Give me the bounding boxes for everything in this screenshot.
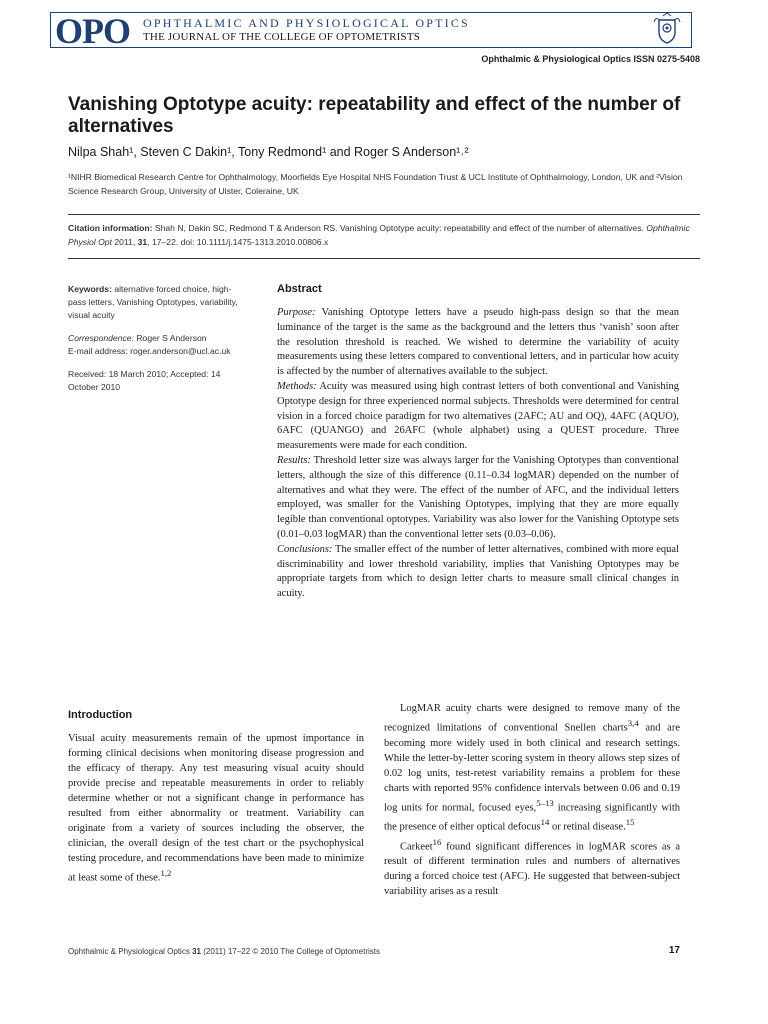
intro-text: Visual acuity measurements remain of the upmost importance in forming clinical decisions when monitoring disease progression and the efficacy of therapy. Any test measuring visual acuity should provide precise and repeatable measurements in order to reliably determine whether or not a significant change in performance has resulted from either abnormality or treatment. Variability can originate from a variety of sources including the observer, the clinician, the overall design of the test chart or the psychophysical testing procedure, and recommendations have been made to minimize at least some of these. — [68, 733, 364, 884]
abstract-body — [277, 306, 679, 602]
citation-text: Shah N, Dakin SC, Redmond T & Anderson RS. Vanishing Optotype acuity: repeatability and effect of the number of alternatives. — [154, 223, 644, 233]
reference-marker[interactable]: 16 — [432, 836, 442, 847]
footer-copyright: (2011) 17–22 © 2010 The College of Optometrists — [203, 947, 381, 956]
conclusions-text: The smaller effect of the number of letter alternatives, combined with more equal discriminability and lower threshold variability, implies that Vanishing Optotypes may be appropriate targets from which to design letter charts to measure small clinical changes in acuity. — [277, 543, 679, 600]
journal-logo: OPO — [55, 11, 130, 51]
reference-marker[interactable]: 3,4 — [627, 718, 639, 728]
correspondence-name: Roger S Anderson — [136, 333, 207, 343]
citation-label: Citation information: — [68, 223, 153, 233]
carkeet-paragraph — [384, 835, 680, 900]
keywords — [68, 283, 248, 322]
journal-subtitle: THE JOURNAL OF THE COLLEGE OF OPTOMETRISTS — [143, 31, 421, 43]
keywords-text: alternative forced choice, high-pass letters, Vanishing Optotypes, variability, visual acuity — [68, 284, 238, 320]
purpose-text: Vanishing Optotype letters have a pseudo high-pass design so that the mean luminance of the target is the same as the background and the letters thus ‘vanish’ soon after the resolution threshold is reached. We wished to determine the variability of acuity measurements using these letters compared to conventional letters, and in particular how acuity is affected by the number of alternatives available to the subject. — [277, 307, 679, 378]
email-label: E-mail address: — [68, 346, 128, 356]
conclusions-label: Conclusions: — [277, 543, 333, 555]
citation-volume: 31 — [137, 237, 148, 247]
citation-journal: Ophthalmic Physiol Opt — [68, 223, 690, 247]
logmar-text-c: increasing significantly with the presence of either optical defocus — [384, 802, 680, 833]
methods-text: Acuity was measured using high contrast letters of both conventional and Vanishing Optotype design for three experienced normal subjects. Thresholds were determined for central vision in a forced choice paradigm for two alternatives (2AFC; AU and OQ), 4AFC (AQUO), 6AFC (QUANGO) and 26AFC (whole alphabet) using a QUEST procedure. Three measurements were made for each condition. — [277, 380, 680, 452]
correspondence — [68, 332, 248, 358]
carkeet-text-b: found significant differences in logMAR scores as a result of different termination rules and numbers of alternatives during a forced choice test (AFC). He suggested that between-subject variability arises as a result — [384, 841, 680, 897]
issn-line: Ophthalmic & Physiological Optics ISSN 0275-5408 — [481, 54, 700, 64]
page-footer — [68, 947, 380, 956]
affiliations: ¹NIHR Biomedical Research Centre for Ophthalmology, Moorfields Eye Hospital NHS Foundation Trust & UCL Institute of Ophthalmology, London, UK and ²Vision Science Research Group, University of Ulster, Coleraine, UK — [68, 172, 683, 196]
body-right-column — [384, 701, 680, 899]
reference-marker[interactable]: 5–13 — [536, 797, 554, 808]
footer-volume: 31 — [192, 947, 201, 956]
article-info-sidebar — [68, 283, 248, 404]
logmar-text-d: or retinal disease. — [549, 821, 626, 833]
logmar-text-a: LogMAR acuity charts were designed to remove many of the recognized limitations of conventional Snellen charts — [384, 703, 680, 734]
intro-paragraph-1 — [68, 731, 364, 886]
abstract-heading: Abstract — [277, 283, 322, 295]
college-crest-icon — [650, 12, 684, 46]
author-list: Nilpa Shah¹, Steven C Dakin¹, Tony Redmond¹ and Roger S Anderson¹˒² — [68, 145, 469, 159]
carkeet-text-a: Carkeet — [400, 841, 433, 852]
reference-marker[interactable]: 1,2 — [160, 868, 172, 878]
email-address[interactable]: roger.anderson@ucl.ac.uk — [130, 346, 231, 356]
journal-header — [50, 11, 692, 51]
footer-journal: Ophthalmic & Physiological Optics — [68, 947, 190, 956]
citation-pages-doi: , 17–22. doi: 10.1111/j.1475-1313.2010.00806.x — [147, 237, 329, 247]
divider-bottom — [68, 258, 700, 259]
article-title: Vanishing Optotype acuity: repeatability and effect of the number of alternatives — [68, 94, 681, 137]
results-label: Results: — [277, 454, 311, 466]
citation-year: 2011, — [114, 237, 136, 247]
journal-name: OPHTHALMIC AND PHYSIOLOGICAL OPTICS — [143, 16, 470, 30]
correspondence-label: Correspondence: — [68, 333, 134, 343]
keywords-label: Keywords: — [68, 284, 112, 294]
page-number: 17 — [668, 945, 680, 956]
citation-information — [68, 221, 700, 249]
received-dates: Received: 18 March 2010; Accepted: 14 October 2010 — [68, 369, 221, 392]
logmar-paragraph — [384, 701, 680, 835]
logmar-text-b: and are becoming more widely used in both clinical and research settings. While the letter-by-letter scoring system in theory allows step sizes of 0.02 log units, test-retest variability remains a problem for these charts with reported 95% confidence intervals between 0.06 and 0.19 log units for normal, focused eyes, — [384, 722, 680, 813]
purpose-label: Purpose: — [277, 307, 316, 318]
reference-marker[interactable]: 14 — [540, 817, 550, 827]
reference-marker[interactable]: 15 — [625, 817, 635, 827]
divider-top — [68, 214, 700, 215]
methods-label: Methods: — [277, 380, 317, 392]
introduction-heading: Introduction — [68, 709, 133, 721]
results-text: Threshold letter size was always larger for the Vanishing Optotypes than conventional letters, although the size of this difference (0.11–0.34 logMAR) depended on the number of alternatives and what they were. The effect of the number of AFC, and the individual letters employed, was smaller for the Vanishing Optotypes, implying that they are more equally legible than conventional optotypes. Variability was also lower for the Vanishing Optotype sets (0.01–0.03 logMAR) than the conventional letter sets (0.03–0.06). — [277, 454, 679, 540]
